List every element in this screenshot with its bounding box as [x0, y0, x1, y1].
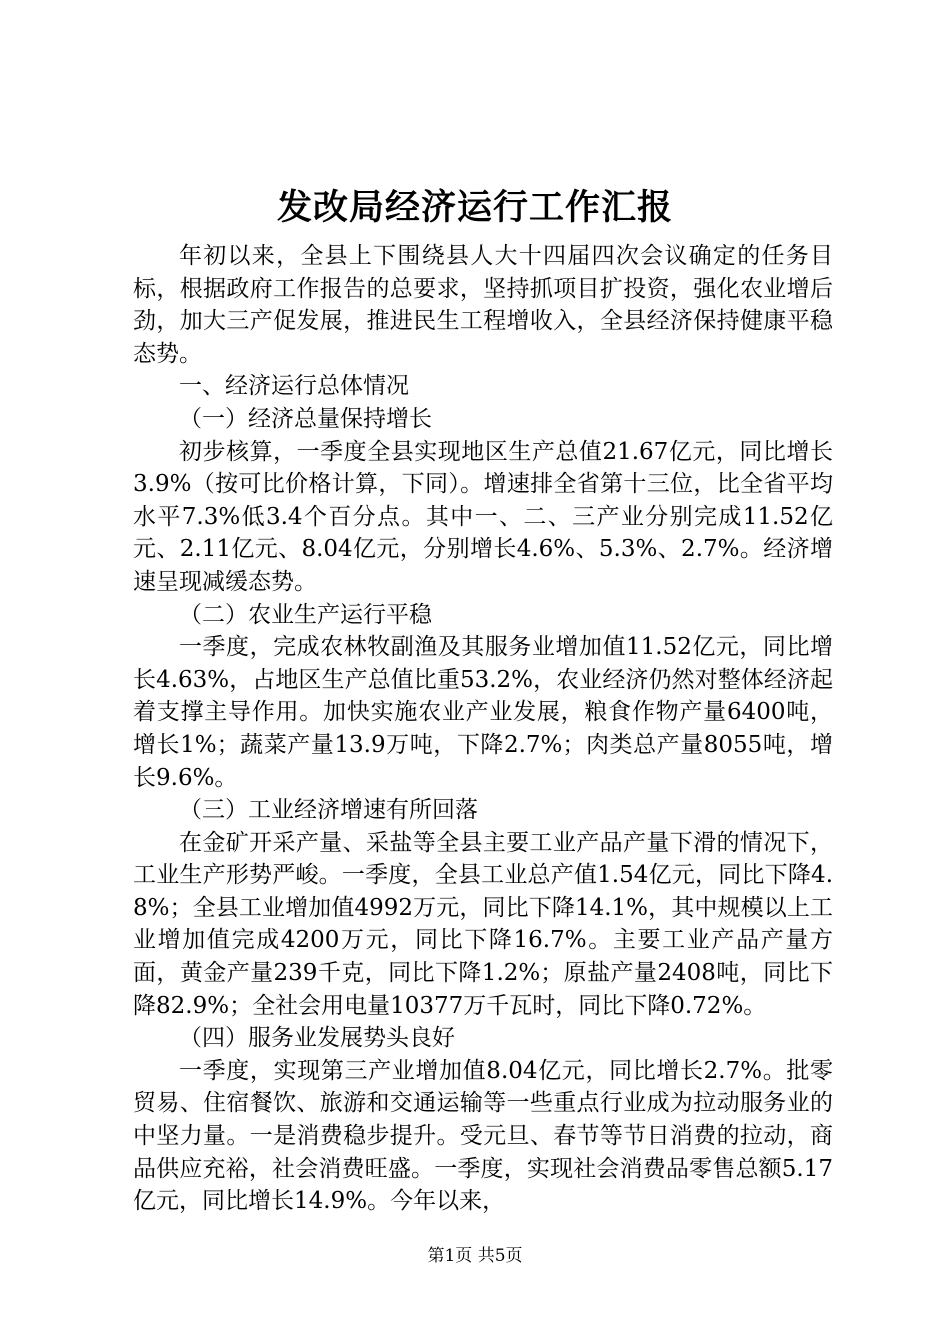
subsection-heading-agriculture: （二）农业生产运行平稳	[179, 601, 432, 628]
intro-paragraph: 年初以来，全县上下围绕县人大十四届四次会议确定的任务目标，根据政府工作报告的总要求，坚持抓项目扩投资，强化农业增后劲，加大三产促发展，推进民生工程增收入，全县经济保持健康平稳态势。	[133, 243, 833, 367]
paragraph-industry: 在金矿开采产量、采盐等全县主要工业产品产量下滑的情况下，工业生产形势严峻。一季度，全县工业总产值1.54亿元，同比下降4.8%；全县工业增加值4992万元，同比下降14.1%，其中规模以上工业增加值完成4200万元，同比下降16.7%。主要工业产品产量方面，黄金产量239千克，同比下降1.2%；原盐产量2408吨，同比下降82.9%；全社会用电量10377万千瓦时，同比下降0.72%。	[133, 829, 833, 1019]
document-title: 发改局经济运行工作汇报	[276, 187, 673, 228]
paragraph-agriculture: 一季度，完成农林牧副渔及其服务业增加值11.52亿元，同比增长4.63%，占地区生产总值比重53.2%，农业经济仍然对整体经济起着支撑主导作用。加快实施农业产业发展，粮食作物产量6400吨，增长1%；蔬菜产量13.9万吨，下降2.7%；肉类总产量8055吨，增长9.6%。	[133, 634, 833, 791]
subsection-heading-services: （四）服务业发展势头良好	[179, 1025, 455, 1052]
paragraph-services: 一季度，实现第三产业增加值8.04亿元，同比增长2.7%。批零贸易、住宿餐饮、旅游和交通运输等一些重点行业成为拉动服务业的中坚力量。一是消费稳步提升。受元旦、春节等节日消费的拉动，商品供应充裕，社会消费旺盛。一季度，实现社会消费品零售总额5.17亿元，同比增长14.9%。今年以来，	[133, 1057, 833, 1215]
document-body	[133, 240, 833, 1218]
page-footer: 第1页 共5页	[427, 1246, 523, 1266]
paragraph-total-output: 初步核算，一季度全县实现地区生产总值21.67亿元，同比增长3.9%（按可比价格计算，下同）。增速排全省第十三位，比全省平均水平7.3%低3.4个百分点。其中一、二、三产业分别完成11.52亿元、2.11亿元、8.04亿元，分别增长4.6%、5.3%、2.7%。经济增速呈现减缓态势。	[133, 438, 833, 595]
subsection-heading-industry: （三）工业经济增速有所回落	[179, 797, 478, 824]
subsection-heading-total-output: （一）经济总量保持增长	[179, 405, 432, 432]
section-heading-overall: 一、经济运行总体情况	[179, 373, 409, 400]
